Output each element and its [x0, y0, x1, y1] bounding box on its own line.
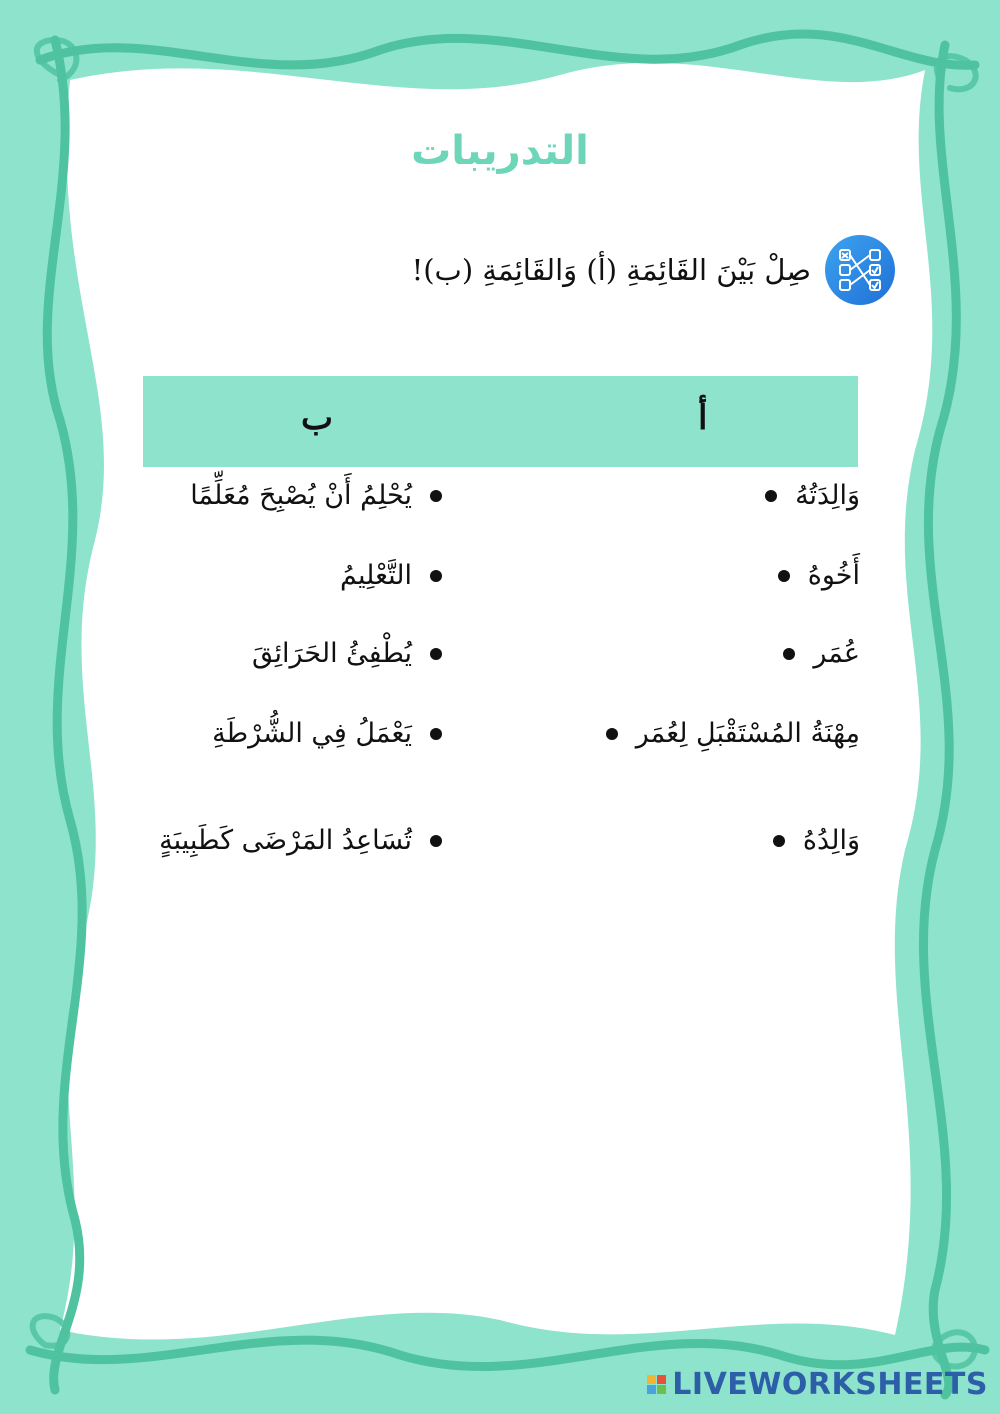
instruction-row	[412, 235, 895, 305]
list-item	[340, 560, 442, 591]
page-title: التدريبات	[411, 128, 589, 174]
list-item-text: تُسَاعِدُ المَرْضَى كَطَبِيبَةٍ	[159, 825, 412, 856]
list-item	[159, 825, 442, 856]
list-item-text: وَالِدُهُ	[802, 825, 860, 856]
list-item	[252, 638, 442, 669]
list-item-text: مِهْنَةُ المُسْتَقْبَلِ لِعُمَر	[635, 718, 860, 749]
list-item	[190, 480, 442, 511]
match-dot[interactable]	[606, 728, 618, 740]
list-item	[778, 560, 860, 591]
table-header	[143, 376, 858, 467]
match-dot[interactable]	[430, 648, 442, 660]
column-a-header: أ	[698, 398, 708, 438]
list-item	[783, 638, 860, 669]
list-item-text: عُمَر	[813, 638, 860, 669]
match-dot[interactable]	[783, 648, 795, 660]
column-b-list	[142, 480, 442, 880]
list-item	[606, 718, 860, 749]
list-item	[773, 825, 860, 856]
logo-mark-icon	[647, 1375, 666, 1394]
list-item-text: أَخُوهُ	[807, 560, 860, 591]
list-item-text: التَّعْلِيمُ	[340, 560, 412, 591]
match-dot[interactable]	[430, 490, 442, 502]
list-item	[765, 480, 860, 511]
list-item	[212, 718, 442, 749]
instruction-text: صِلْ بَيْنَ القَائِمَةِ (أ) وَالقَائِمَةِ (ب)!	[411, 253, 811, 287]
match-dot[interactable]	[773, 835, 785, 847]
list-item-text: يَعْمَلُ فِي الشُّرْطَةِ	[212, 718, 412, 749]
match-dot[interactable]	[778, 570, 790, 582]
column-b-header: ب	[301, 398, 334, 438]
match-dot[interactable]	[430, 835, 442, 847]
list-item-text: وَالِدَتُهُ	[795, 480, 860, 511]
list-item-text: يُطْفِئُ الحَرَائِقَ	[252, 638, 412, 669]
list-item-text: يُحْلِمُ أَنْ يُصْبِحَ مُعَلِّمًا	[190, 480, 412, 511]
match-dot[interactable]	[430, 728, 442, 740]
matching-checklist-icon	[825, 235, 895, 305]
column-a-list	[580, 480, 860, 880]
brand-name: LIVEWORKSHEETS	[672, 1367, 988, 1402]
match-dot[interactable]	[765, 490, 777, 502]
match-dot[interactable]	[430, 570, 442, 582]
liveworksheets-logo	[647, 1367, 988, 1402]
